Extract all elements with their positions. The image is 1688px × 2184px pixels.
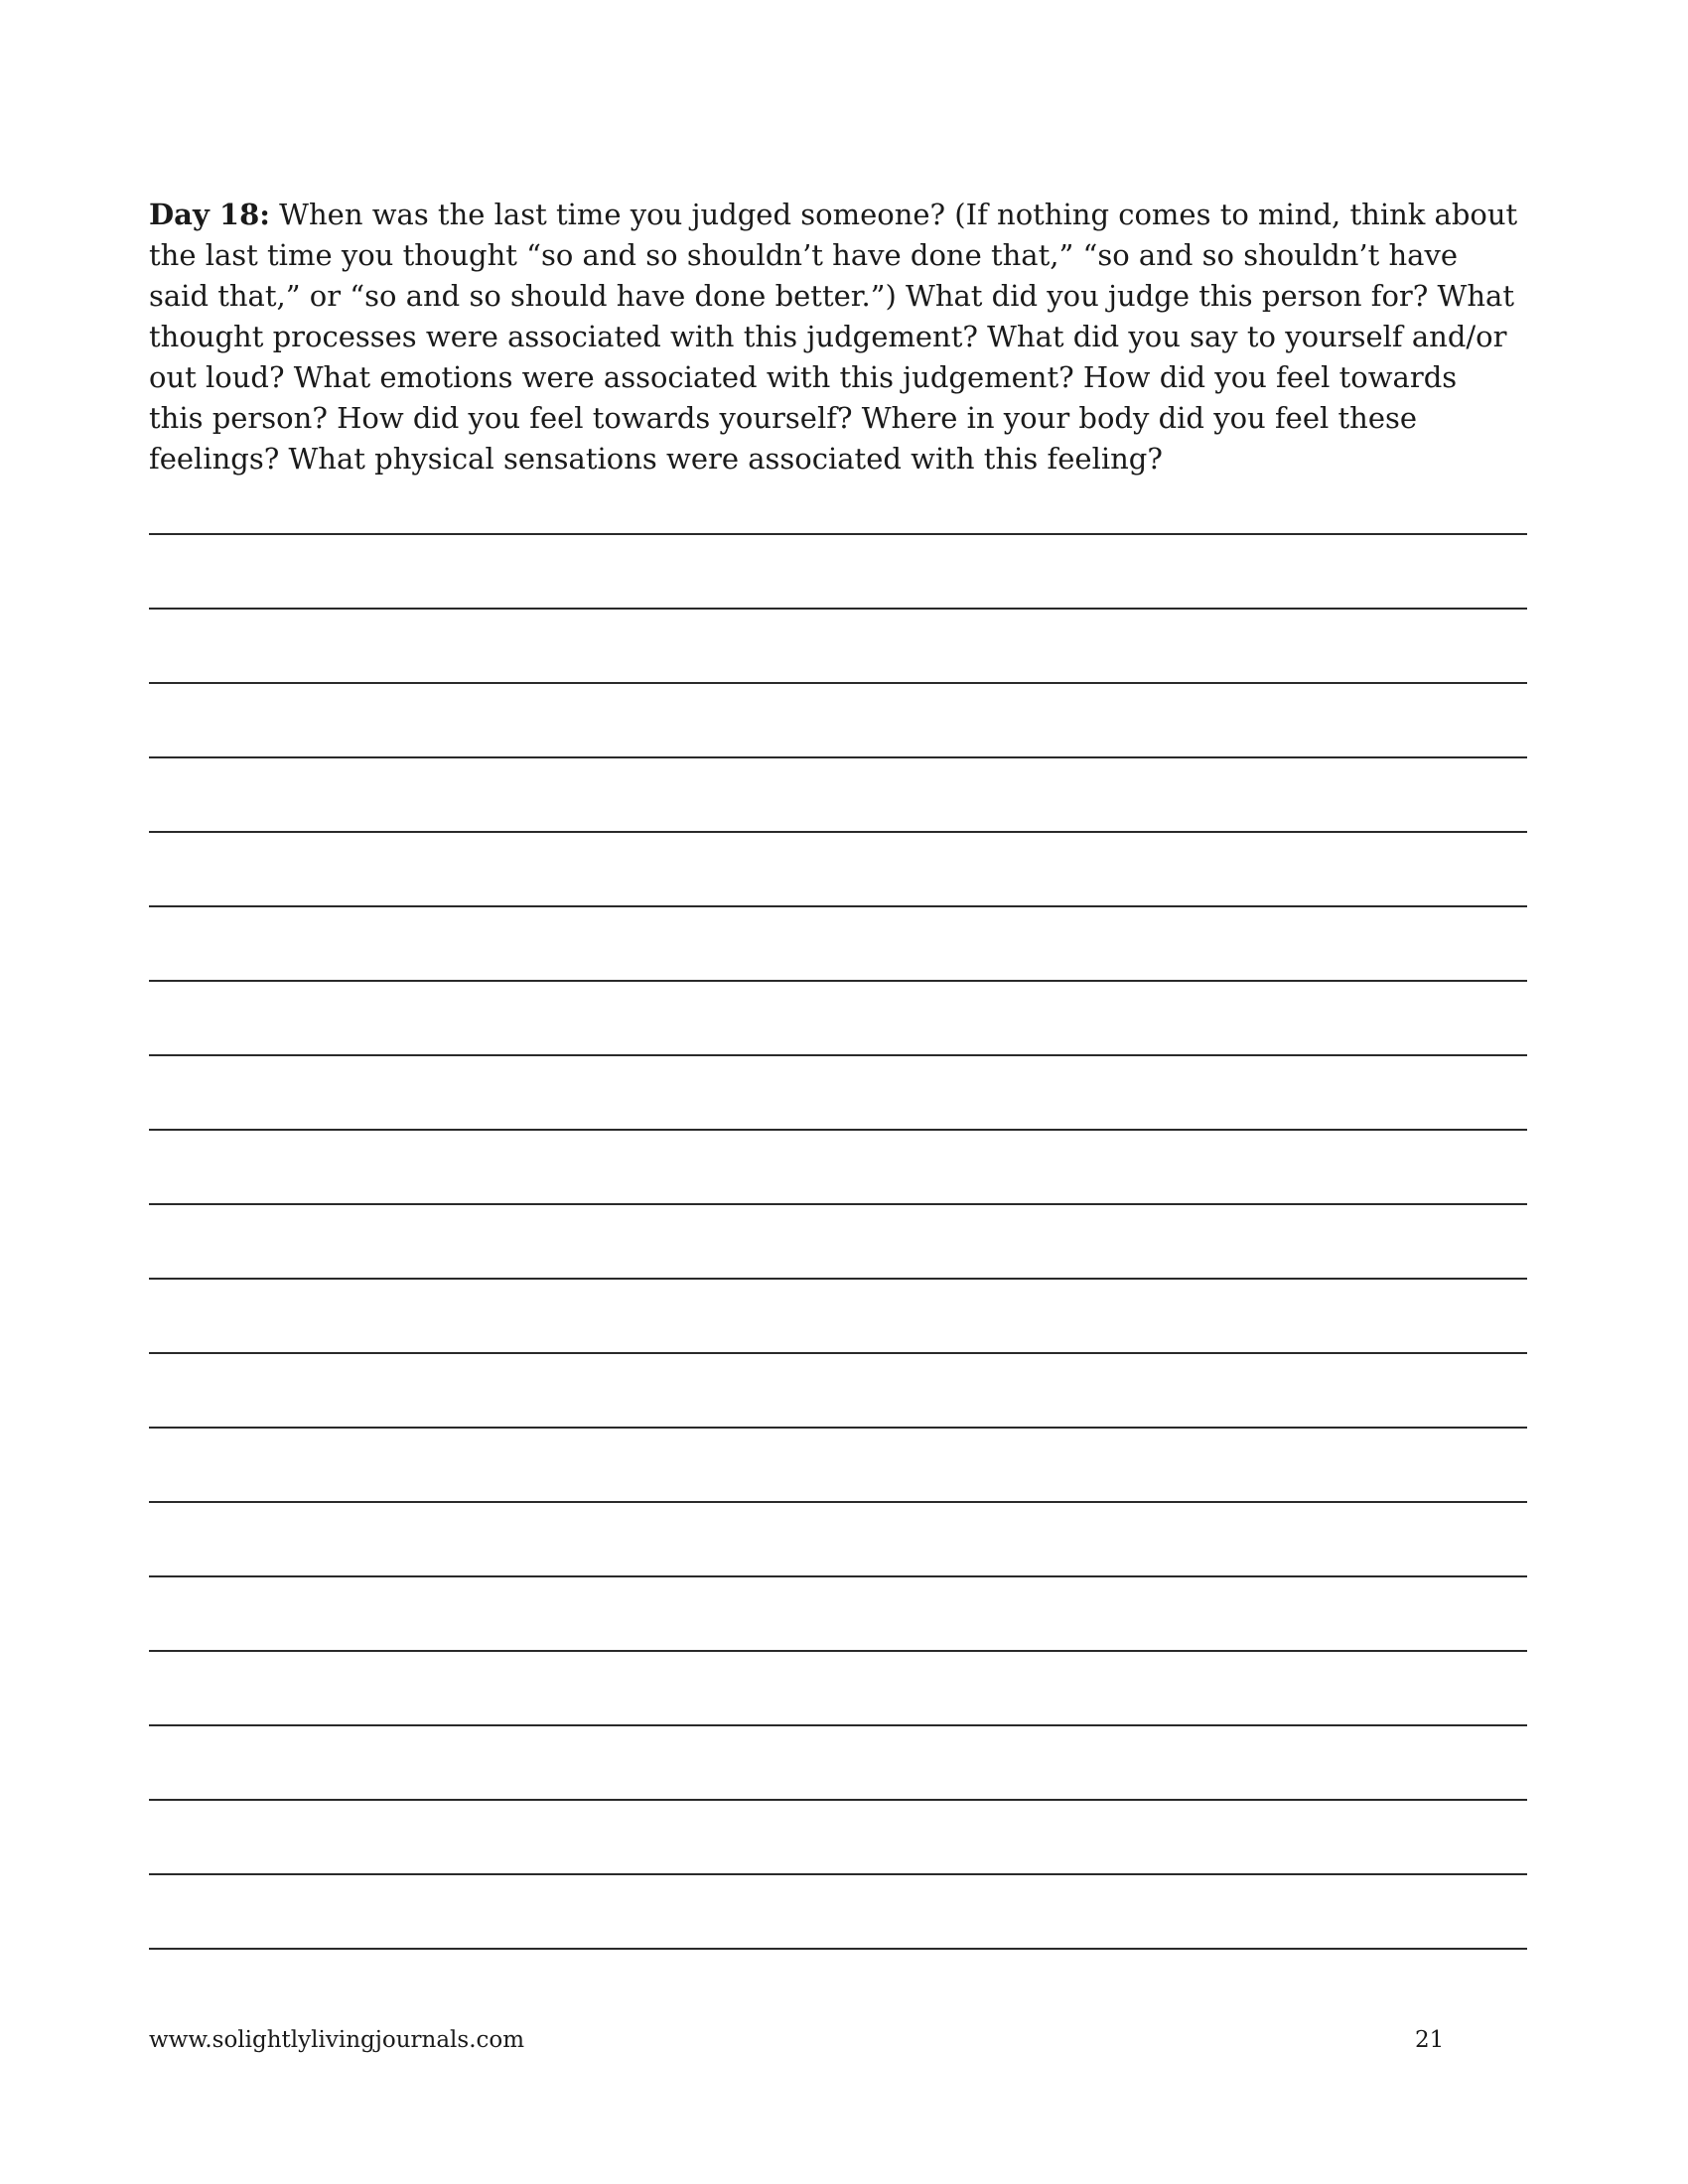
- writing-line[interactable]: [149, 1726, 1527, 1801]
- writing-line[interactable]: [149, 1131, 1527, 1205]
- journal-prompt: [149, 195, 1519, 479]
- writing-line[interactable]: [149, 907, 1527, 982]
- writing-line[interactable]: [149, 535, 1527, 610]
- writing-line[interactable]: [149, 982, 1527, 1056]
- page-number: 21: [1415, 2027, 1445, 2053]
- writing-line[interactable]: [149, 1652, 1527, 1726]
- writing-line[interactable]: [149, 1056, 1527, 1131]
- footer-website: www.solightlylivingjournals.com: [149, 2027, 525, 2053]
- writing-line[interactable]: [149, 1280, 1527, 1354]
- writing-lines: [149, 488, 1527, 1950]
- writing-line[interactable]: [149, 833, 1527, 907]
- writing-line[interactable]: [149, 1577, 1527, 1652]
- writing-line[interactable]: [149, 758, 1527, 833]
- prompt-text: When was the last time you judged someone? (If nothing comes to mind, think about the last time you thought “so and so shouldn’t have done that,” “so and so shouldn’t have said that,” or “so and so should have done better.”) What did you judge this person for? What thought processes were associated with this judgement? What did you say to yourself and/or out loud? What emotions were associated with this judgement? How did you feel towards this person? How did you feel towards yourself? Where in your body did you feel these feelings? What physical sensations were associated with this feeling?: [149, 198, 1518, 476]
- writing-line[interactable]: [149, 488, 1527, 535]
- writing-line[interactable]: [149, 1801, 1527, 1875]
- day-label: Day 18:: [149, 198, 270, 231]
- writing-line[interactable]: [149, 1875, 1527, 1950]
- writing-line[interactable]: [149, 1429, 1527, 1503]
- writing-line[interactable]: [149, 1205, 1527, 1280]
- writing-line[interactable]: [149, 610, 1527, 684]
- writing-line[interactable]: [149, 1354, 1527, 1429]
- writing-line[interactable]: [149, 684, 1527, 758]
- writing-line[interactable]: [149, 1503, 1527, 1577]
